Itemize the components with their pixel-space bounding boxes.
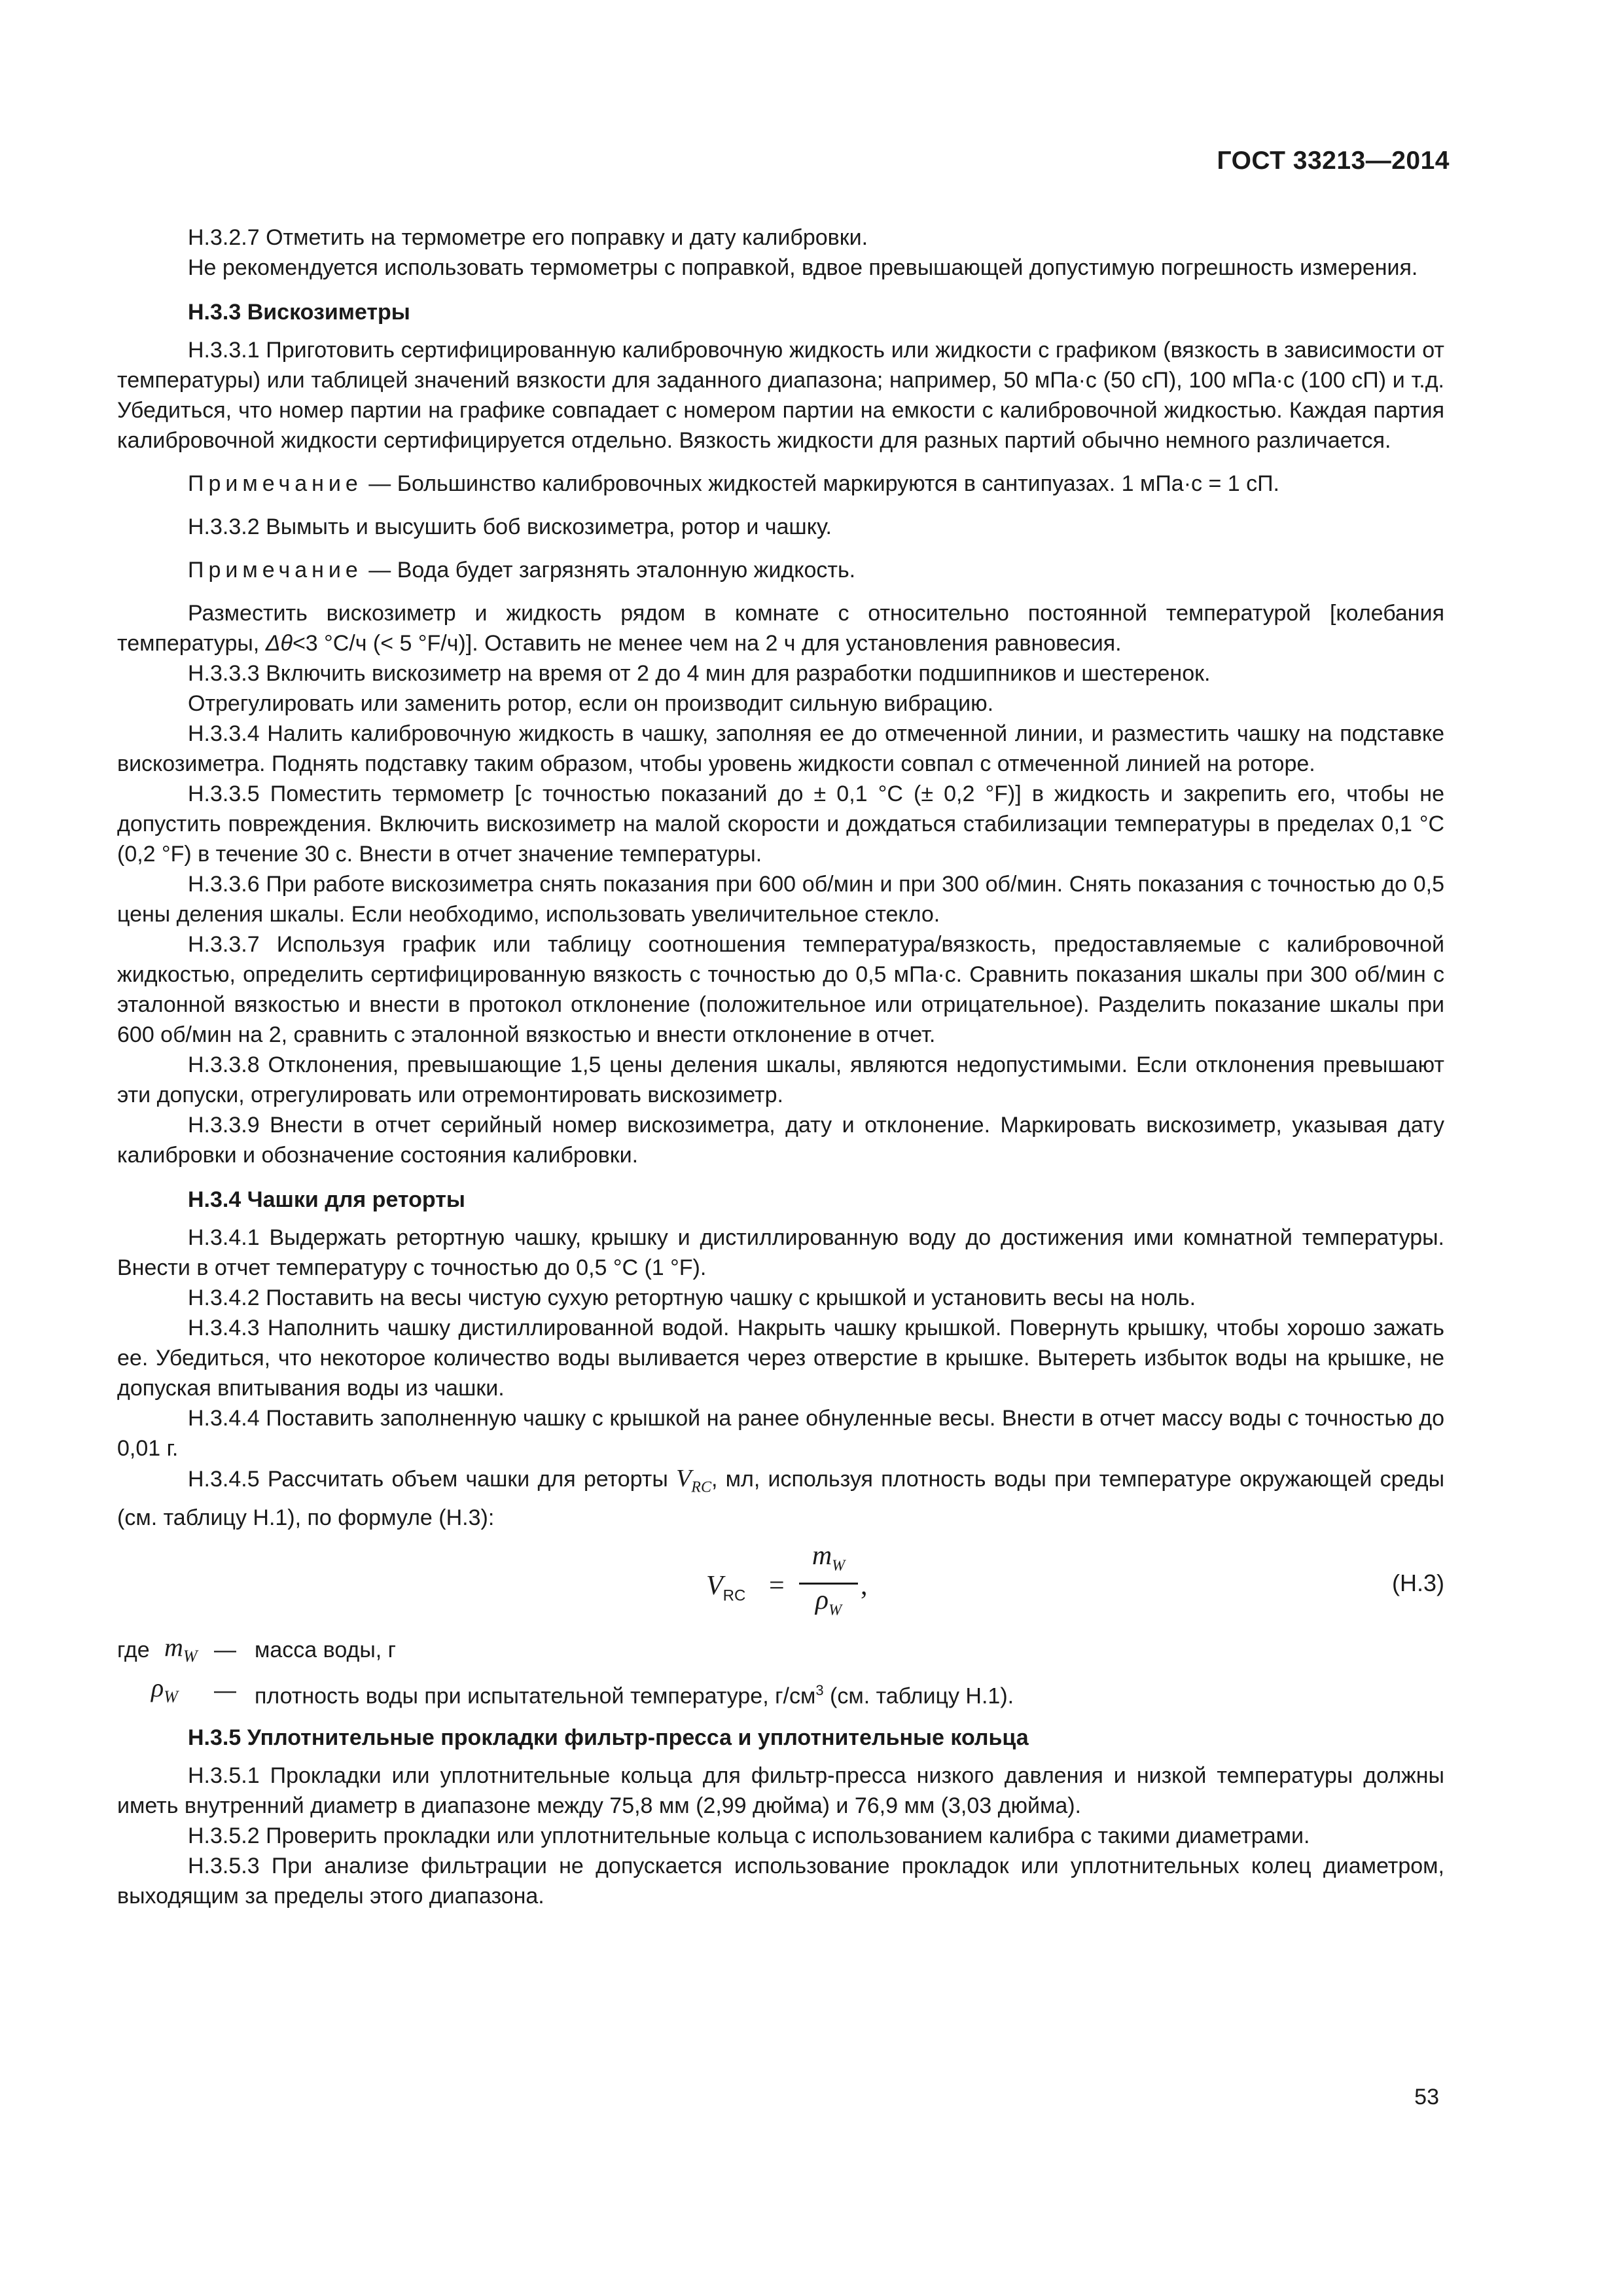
where-row-density [117, 1672, 1444, 1708]
symbol-m-subscript: W [183, 1646, 198, 1666]
paragraph-thermometer-note: Не рекомендуется использовать термометры с поправкой, вдвое превышающей допустимую погрешность измерения. [188, 255, 1418, 280]
formula-denominator-subscript: W [829, 1601, 842, 1619]
where-symbol-m [164, 1632, 198, 1672]
note-1-text: — Большинство калибровочных жидкостей маркируются в сантипуазах. 1 мПа·с = 1 сП. [362, 471, 1280, 496]
page-body [117, 223, 1444, 1911]
formula-numerator-subscript: W [832, 1556, 846, 1574]
h-3-4-5-text-b: , мл, используя плотность воды при температуре окружающей среды (см. таблицу Н.1), по формуле (Н.3): [117, 1467, 1445, 1530]
formula-lhs [706, 1571, 745, 1611]
formula-numerator-symbol: m [812, 1540, 832, 1571]
density-text-a: плотность воды при испытательной температуре, г/см [255, 1683, 816, 1708]
paragraph-h-3-4-2: Н.3.4.2 Поставить на весы чистую сухую ретортную чашку с крышкой и установить весы на ноль. [188, 1285, 1196, 1310]
symbol-rho: ρ [151, 1672, 164, 1702]
formula-number: (Н.3) [1392, 1569, 1444, 1596]
heading-h-3-3: Н.3.3 Вискозиметры [188, 300, 410, 325]
formula-h-3 [117, 1540, 1444, 1628]
where-row-mass [117, 1632, 1444, 1668]
paragraph-h-3-4-5 [117, 1463, 1444, 1533]
paragraph-h-3-3-5: Н.3.3.5 Поместить термометр [с точностью показаний до ± 0,1 °С (± 0,2 °F)] в жидкость и закрепить его, чтобы не допустить повреждения. Включить вискозиметр на малой скорости и дождаться стабилизации температуры в пределах 0,1 °С (0,2 °F) в течение 30 с. Внести в отчет значение температуры. [117, 781, 1444, 867]
formula-denominator-symbol: ρ [815, 1585, 829, 1615]
formula-lhs-subscript: RC [722, 1586, 746, 1604]
paragraph-h-3-3-3: Н.3.3.3 Включить вискозиметр на время от 2 до 4 мин для разработки подшипников и шестеренок. [188, 661, 1211, 686]
heading-h-3-4: Н.3.4 Чашки для реторты [188, 1187, 465, 1212]
variable-v-subscript: RC [691, 1479, 711, 1496]
density-superscript: 3 [815, 1681, 824, 1698]
fraction-bar [799, 1583, 858, 1585]
paragraph-h-3-2-7: Н.3.2.7 Отметить на термометре его поправку и дату калибровки. [188, 225, 868, 250]
formula-equals: = [769, 1570, 785, 1601]
paragraph-h-3-3-2: Н.3.3.2 Вымыть и высушить боб вискозиметра, ротор и чашку. [188, 514, 832, 539]
heading-h-3-5: Н.3.5 Уплотнительные прокладки фильтр-пресса и уплотнительные кольца [188, 1725, 1029, 1750]
paragraph-h-3-4-4: Н.3.4.4 Поставить заполненную чашку с крышкой на ранее обнуленные весы. Внести в отчет массу воды с точностью до 0,01 г. [117, 1406, 1444, 1461]
note-label: Примечание [188, 558, 363, 583]
note-1 [117, 469, 1444, 499]
paragraph-h-3-5-1: Н.3.5.1 Прокладки или уплотнительные кольца для фильтр-пресса низкого давления и низкой температуры должны иметь внутренний диаметр в диапазоне между 75,8 мм (2,99 дюйма) и 76,9 мм (3,03 дюйма). [117, 1763, 1444, 1818]
where-dash: — [214, 1637, 236, 1662]
variable-v: V [676, 1465, 692, 1492]
paragraph-h-3-4-1: Н.3.4.1 Выдержать ретортную чашку, крышку и дистиллированную воду до достижения ими комнатной температуры. Внести в отчет температуру с точностью до 0,5 °С (1 °F). [117, 1225, 1444, 1280]
paragraph-placement [117, 598, 1444, 658]
paragraph-h-3-5-2: Н.3.5.2 Проверить прокладки или уплотнительные кольца с использованием калибра с такими диаметрами. [188, 1823, 1310, 1848]
paragraph-h-3-3-4: Н.3.3.4 Налить калибровочную жидкость в чашку, заполняя ее до отмеченной линии, и разместить чашку на подставке вискозиметра. Поднять подставку таким образом, чтобы уровень жидкости совпал с отмеченной линией на роторе. [117, 721, 1444, 776]
formula-denominator [799, 1585, 858, 1625]
where-dash: — [214, 1677, 236, 1703]
symbol-m: m [164, 1632, 183, 1662]
where-density-text [255, 1676, 1014, 1711]
h-3-4-5-text-a: Н.3.4.5 Рассчитать объем чашки для реторты [188, 1467, 677, 1492]
page-number: 53 [1414, 2085, 1439, 2109]
where-prefix: где [117, 1637, 150, 1662]
formula-lhs-symbol: V [706, 1570, 723, 1601]
where-symbol-rho [151, 1673, 178, 1712]
formula-comma: , [861, 1570, 868, 1601]
paragraph-h-3-3-1: Н.3.3.1 Приготовить сертифицированную калибровочную жидкость или жидкости с графиком (вязкость в зависимости от температуры) или таблицей значений вязкости для заданного диапазона; например, 50 мПа·с (50 сП), 100 мПа·с (100 сП) и т.д. Убедиться, что номер партии на графике совпадает с номером партии на емкости с калибровочной жидкостью. Каждая партия калибровочной жидкости сертифицируется отдельно. Вязкость жидкости для разных партий обычно немного различается. [117, 338, 1444, 453]
formula-numerator [799, 1541, 858, 1581]
symbol-rho-subscript: W [164, 1687, 178, 1706]
delta-theta-symbol: Δθ [265, 631, 293, 656]
density-text-b: (см. таблицу Н.1). [823, 1683, 1014, 1708]
note-2 [117, 555, 1444, 585]
document-number: ГОСТ 33213—2014 [1217, 147, 1450, 175]
note-label: Примечание [188, 471, 363, 496]
paragraph-h-3-4-3: Н.3.4.3 Наполнить чашку дистиллированной водой. Накрыть чашку крышкой. Повернуть крышку, чтобы хорошо зажать ее. Убедиться, что некоторое количество воды выливается через отверстие в крышке. Вытереть избыток воды на крышке, не допуская впитывания воды из чашки. [117, 1316, 1444, 1401]
where-mass-text: масса воды, г [255, 1637, 397, 1662]
placement-text-2: <3 °С/ч (< 5 °F/ч)]. Оставить не менее чем на 2 ч для установления равновесия. [292, 631, 1122, 656]
paragraph-h-3-3-7: Н.3.3.7 Используя график или таблицу соотношения температура/вязкость, предоставляемые с калибровочной жидкостью, определить сертифицированную вязкость с точностью до 0,5 мПа·с. Сравнить показания шкалы при 300 об/мин с эталонной вязкостью и внести в протокол отклонение (положительное или отрицательное). Разделить показание шкалы при 600 об/мин на 2, сравнить с эталонной вязкостью и внести отклонение в отчет. [117, 932, 1444, 1047]
paragraph-h-3-3-8: Н.3.3.8 Отклонения, превышающие 1,5 цены деления шкалы, являются недопустимыми. Если отклонения превышают эти допуски, отрегулировать или отремонтировать вискозиметр. [117, 1052, 1444, 1107]
note-2-text: — Вода будет загрязнять эталонную жидкость. [362, 558, 856, 583]
paragraph-h-3-3-6: Н.3.3.6 При работе вискозиметра снять показания при 600 об/мин и при 300 об/мин. Снять показания с точностью до 0,5 цены деления шкалы. Если необходимо, использовать увеличительное стекло. [117, 872, 1444, 927]
paragraph-rotor-adjust: Отрегулировать или заменить ротор, если он производит сильную вибрацию. [188, 691, 994, 716]
paragraph-h-3-5-3: Н.3.5.3 При анализе фильтрации не допускается использование прокладок или уплотнительных колец диаметром, выходящим за пределы этого диапазона. [117, 1853, 1444, 1909]
variable-v-rc [676, 1465, 711, 1496]
formula-expression [706, 1540, 876, 1628]
placement-text-1: Разместить вискозиметр и жидкость рядом в комнате с относительно постоянной температурой [колебания температуры, [117, 601, 1444, 656]
paragraph-h-3-3-9: Н.3.3.9 Внести в отчет серийный номер вискозиметра, дату и отклонение. Маркировать вискозиметр, указывая дату калибровки и обозначение состояния калибровки. [117, 1113, 1444, 1168]
